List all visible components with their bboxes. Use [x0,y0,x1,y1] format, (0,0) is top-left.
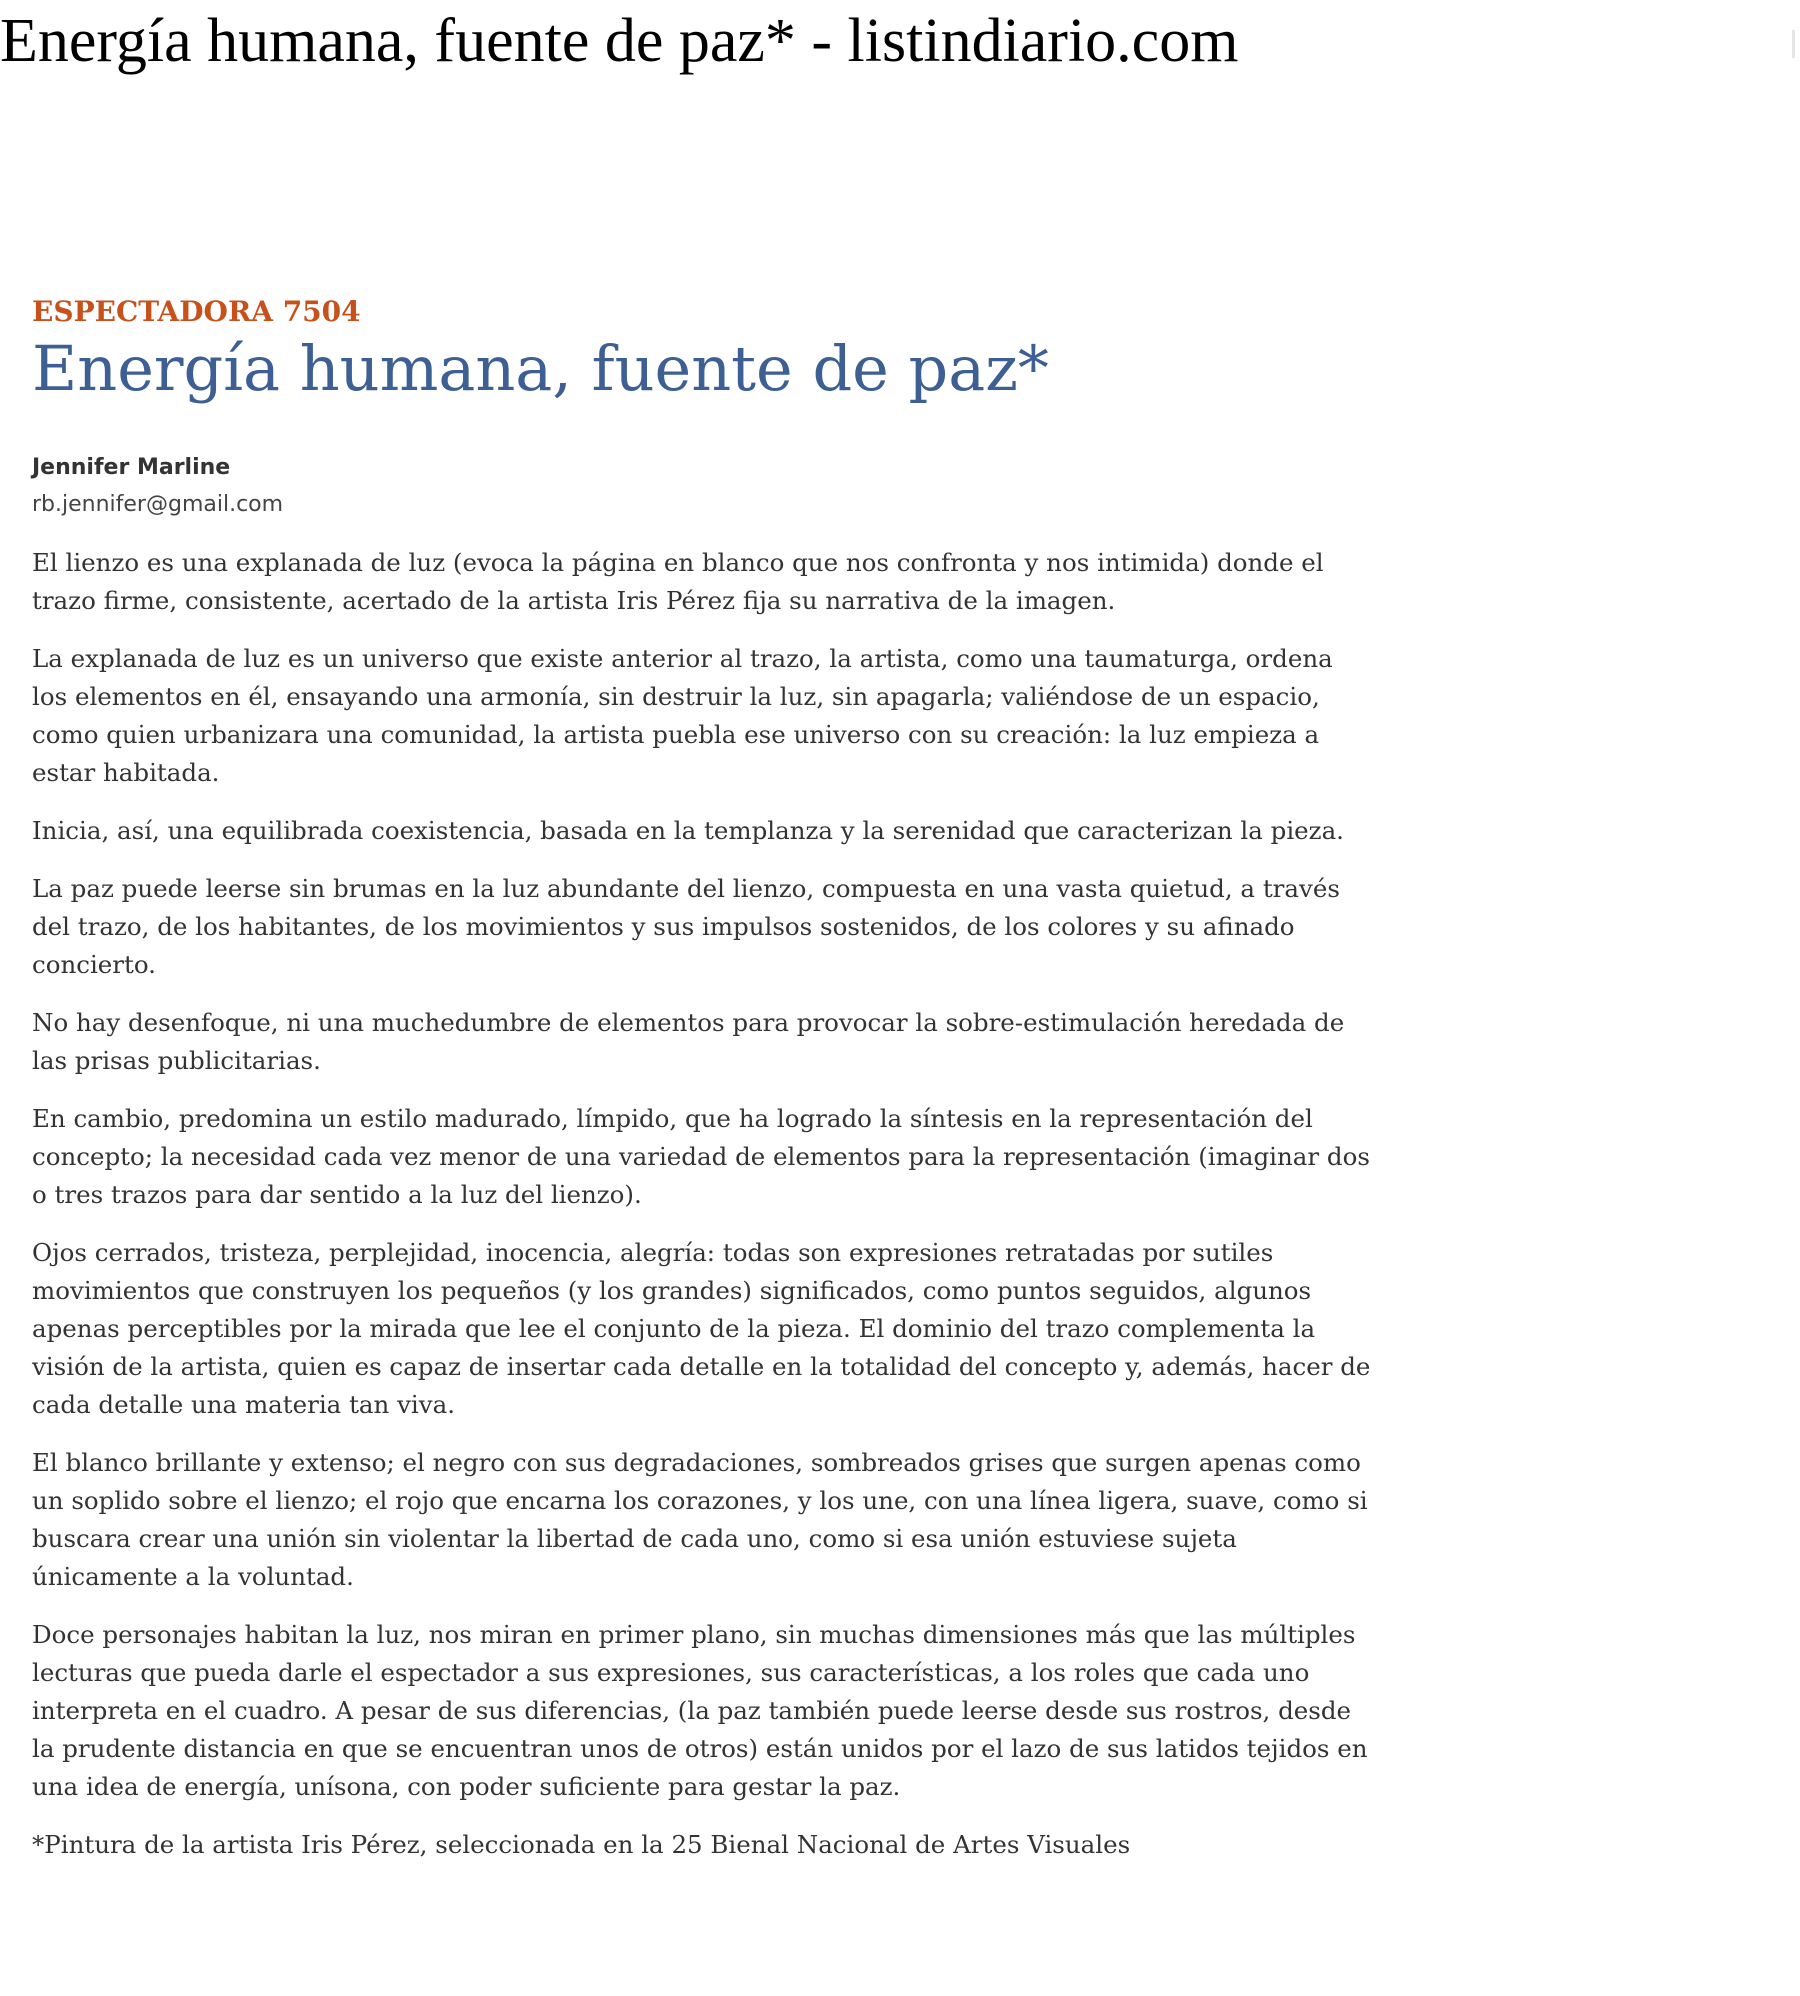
edge-mark [1792,30,1795,58]
article-paragraph: La paz puede leerse sin brumas en la luz abundante del lienzo, compuesta en una vasta quietud, a través del trazo, de los habitantes, de los movimientos y sus impulsos sostenidos, de los colores y su afinado concierto. [32,874,1340,979]
article-paragraph: La explanada de luz es un universo que existe anterior al trazo, la artista, como una taumaturga, ordena los elementos en él, ensayando una armonía, sin destruir la luz, sin apagarla; valiéndose de un espacio, como quien urbanizara una comunidad, la artista puebla ese universo con su creación: la luz empieza a estar habitada. [32,644,1333,787]
article-paragraph: En cambio, predomina un estilo madurado, límpido, que ha logrado la síntesis en la representación del concepto; la necesidad cada vez menor de una variedad de elementos para la representación (imaginar dos o tres trazos para dar sentido a la luz del lienzo). [32,1104,1370,1209]
author-email: rb.jennifer@gmail.com [32,492,284,517]
article-headline: Energía humana, fuente de paz* [32,332,1049,405]
article-paragraph: Ojos cerrados, tristeza, perplejidad, inocencia, alegría: todas son expresiones retratadas por sutiles movimientos que construyen los pequeños (y los grandes) significados, como puntos seguidos, algunos apenas perceptibles por la mirada que lee el conjunto de la pieza. El dominio del trazo complementa la visión de la artista, quien es capaz de insertar cada detalle en la totalidad del concepto y, además, hacer de cada detalle una materia tan viva. [32,1238,1371,1419]
section-label: ESPECTADORA 7504 [32,295,361,328]
article-paragraph: Inicia, así, una equilibrada coexistencia, basada en la templanza y la serenidad que caracterizan la pieza. [32,816,1344,845]
article-paragraph: Doce personajes habitan la luz, nos miran en primer plano, sin muchas dimensiones más que las múltiples lecturas que pueda darle el espectador a sus expresiones, sus características, a los roles que cada uno interpreta en el cuadro. A pesar de sus diferencias, (la paz también puede leerse desde sus rostros, desde la prudente distancia en que se encuentran unos de otros) están unidos por el lazo de sus latidos tejidos en una idea de energía, unísona, con poder suficiente para gestar la paz. [32,1620,1368,1801]
footnote: *Pintura de la artista Iris Pérez, seleccionada en la 25 Bienal Nacional de Artes Visuales [32,1830,1131,1859]
page-title: Energía humana, fuente de paz* - listindiario.com [0,7,1239,75]
article [32,292,1372,1884]
article-paragraph: El blanco brillante y extenso; el negro con sus degradaciones, sombreados grises que surgen apenas como un soplido sobre el lienzo; el rojo que encarna los corazones, y los une, con una línea ligera, suave, como si buscara crear una unión sin violentar la libertad de cada uno, como si esa unión estuviese sujeta únicamente a la voluntad. [32,1448,1368,1591]
article-paragraph: No hay desenfoque, ni una muchedumbre de elementos para provocar la sobre-estimulación heredada de las prisas publicitarias. [32,1008,1345,1075]
author-name: Jennifer Marline [32,455,231,480]
article-paragraph: El lienzo es una explanada de luz (evoca la página en blanco que nos confronta y nos intimida) donde el trazo firme, consistente, acertado de la artista Iris Pérez fija su narrativa de la imagen. [32,548,1324,615]
